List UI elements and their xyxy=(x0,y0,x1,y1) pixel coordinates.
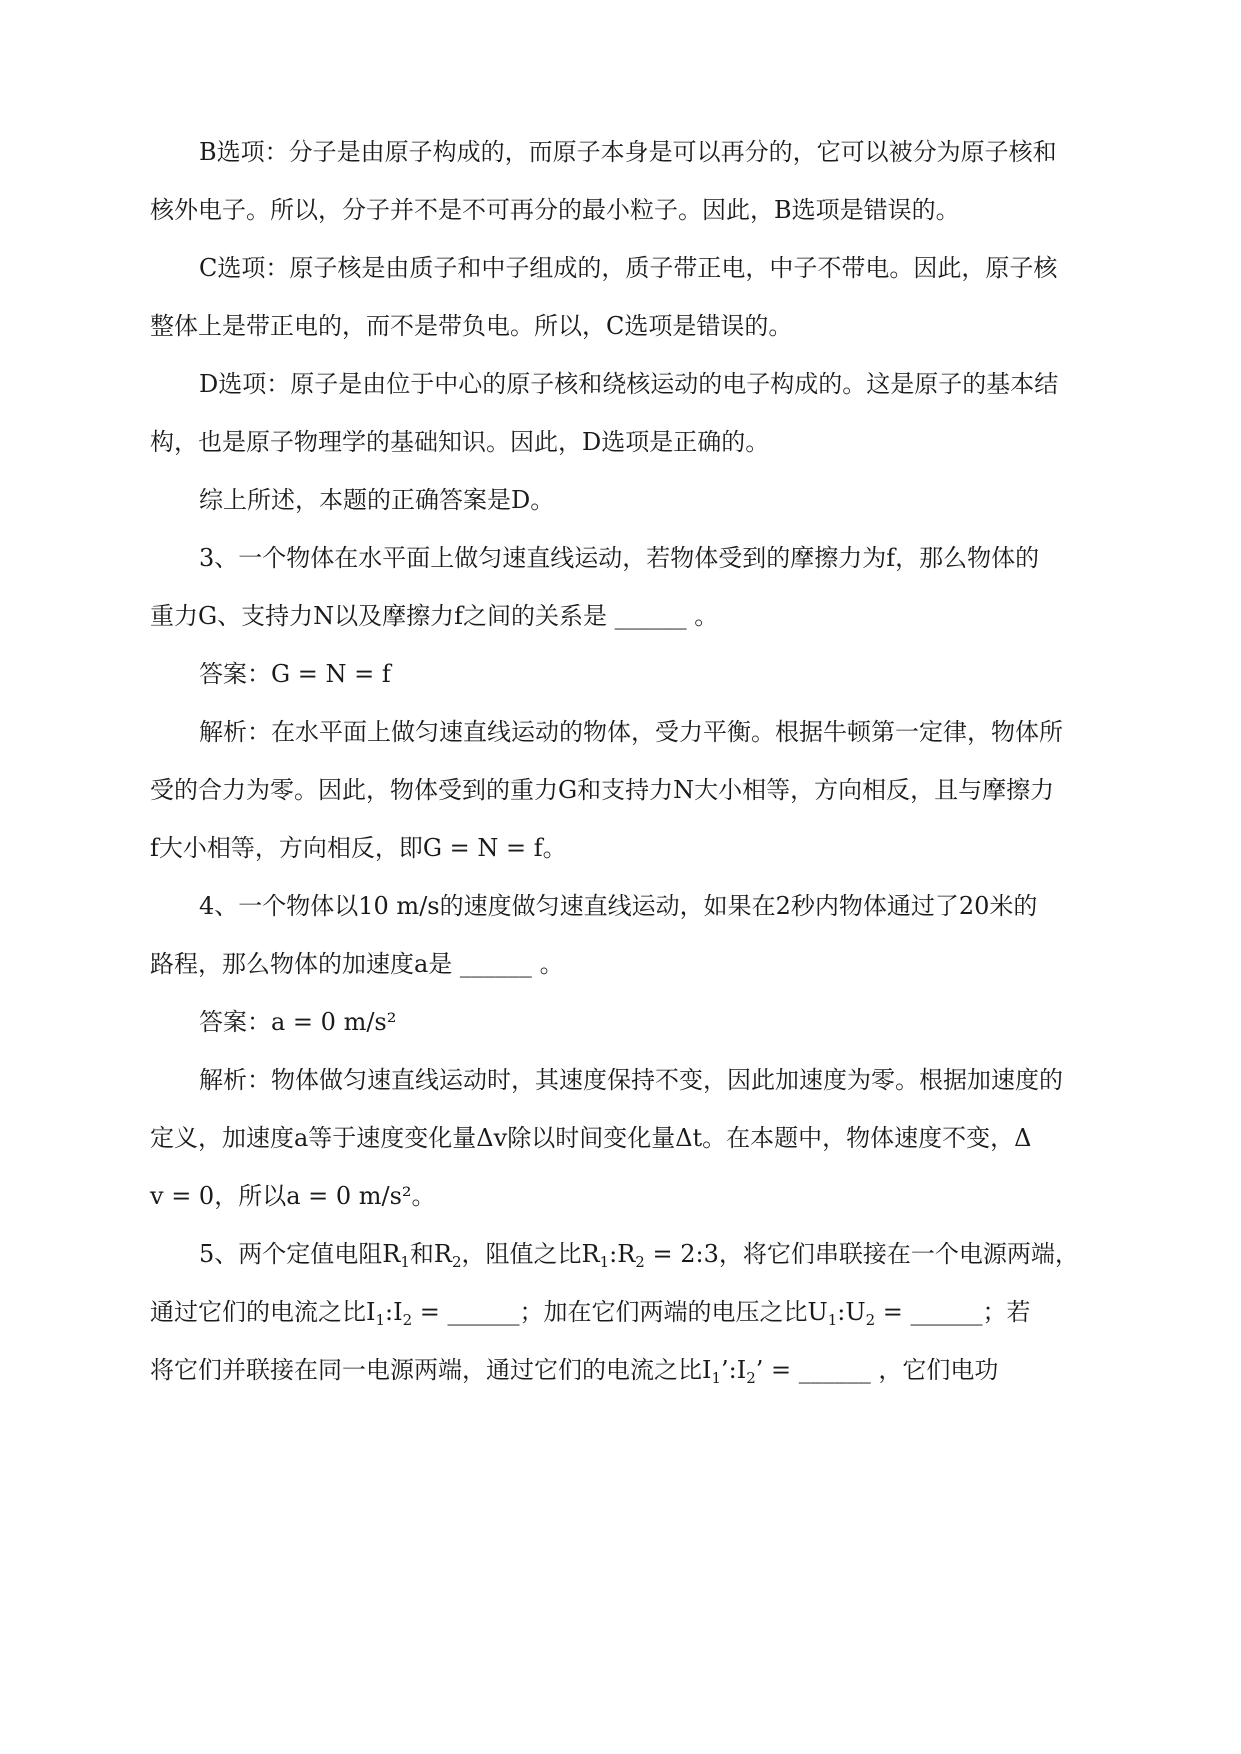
question-4-line: 4、一个物体以10 m/s的速度做匀速直线运动，如果在2秒内物体通过了20米的 xyxy=(199,892,1038,920)
text-line: D选项：原子是由位于中心的原子核和绕核运动的电子构成的。这是原子的基本结 xyxy=(199,370,1059,398)
question-5-line xyxy=(199,1238,1079,1270)
text-span: 通过它们的电流之比I xyxy=(150,1298,376,1326)
question-3-line: 3、一个物体在水平面上做匀速直线运动，若物体受到的摩擦力为f，那么物体的 xyxy=(199,544,1040,572)
text-span: 和R xyxy=(409,1240,452,1268)
text-line: 构，也是原子物理学的基础知识。因此，D选项是正确的。 xyxy=(150,428,770,456)
text-span: ’:I xyxy=(721,1356,747,1384)
analysis-3-line: 解析：在水平面上做匀速直线运动的物体，受力平衡。根据牛顿第一定律，物体所 xyxy=(199,718,1063,746)
question-5-line xyxy=(150,1296,1031,1328)
text-span: :R xyxy=(609,1240,636,1268)
text-line: 整体上是带正电的，而不是带负电。所以，C选项是错误的。 xyxy=(150,312,793,340)
answer-4: 答案：a = 0 m/s² xyxy=(199,1008,397,1036)
question-4-line: 路程，那么物体的加速度a是 ______ 。 xyxy=(150,950,564,978)
question-5-line xyxy=(150,1354,998,1386)
text-line: 综上所述，本题的正确答案是D。 xyxy=(199,486,555,514)
text-span: = 2:3，将它们串联接在一个电源两端， xyxy=(644,1240,1079,1268)
text-span: = ______；若 xyxy=(875,1298,1031,1326)
subscript: 2 xyxy=(402,1311,413,1329)
analysis-4-line: v = 0，所以a = 0 m/s²。 xyxy=(150,1182,436,1210)
subscript: 1 xyxy=(375,1311,386,1329)
text-line: B选项：分子是由原子构成的，而原子本身是可以再分的，它可以被分为原子核和 xyxy=(199,138,1057,166)
text-span: ’ = ______ ，它们电功 xyxy=(755,1356,999,1384)
text-span: 将它们并联接在同一电源两端，通过它们的电流之比I xyxy=(150,1356,712,1384)
text-span: = ______；加在它们两端的电压之比U xyxy=(412,1298,828,1326)
subscript: 1 xyxy=(711,1369,722,1387)
text-line: C选项：原子核是由质子和中子组成的，质子带正电，中子不带电。因此，原子核 xyxy=(199,254,1058,282)
analysis-3-line: 受的合力为零。因此，物体受到的重力G和支持力N大小相等，方向相反，且与摩擦力 xyxy=(150,776,1055,804)
subscript: 2 xyxy=(451,1253,462,1271)
subscript: 2 xyxy=(746,1369,756,1387)
text-span: ，阻值之比R xyxy=(461,1240,600,1268)
subscript: 1 xyxy=(827,1311,838,1329)
subscript: 2 xyxy=(865,1311,876,1329)
subscript: 2 xyxy=(635,1253,645,1271)
answer-3: 答案：G = N = f xyxy=(199,660,391,688)
subscript: 1 xyxy=(400,1253,410,1271)
text-line: 核外电子。所以，分子并不是不可再分的最小粒子。因此，B选项是错误的。 xyxy=(150,196,960,224)
text-span: :I xyxy=(385,1298,403,1326)
text-span: 5、两个定值电阻R xyxy=(199,1240,401,1268)
analysis-4-line: 解析：物体做匀速直线运动时，其速度保持不变，因此加速度为零。根据加速度的 xyxy=(199,1066,1063,1094)
analysis-3-line: f大小相等，方向相反，即G = N = f。 xyxy=(150,834,567,862)
analysis-4-line: 定义，加速度a等于速度变化量Δv除以时间变化量Δt。在本题中，物体速度不变，Δ xyxy=(150,1124,1032,1152)
subscript: 1 xyxy=(599,1253,610,1271)
question-3-line: 重力G、支持力N以及摩擦力f之间的关系是 ______ 。 xyxy=(150,602,719,630)
text-span: :U xyxy=(837,1298,866,1326)
